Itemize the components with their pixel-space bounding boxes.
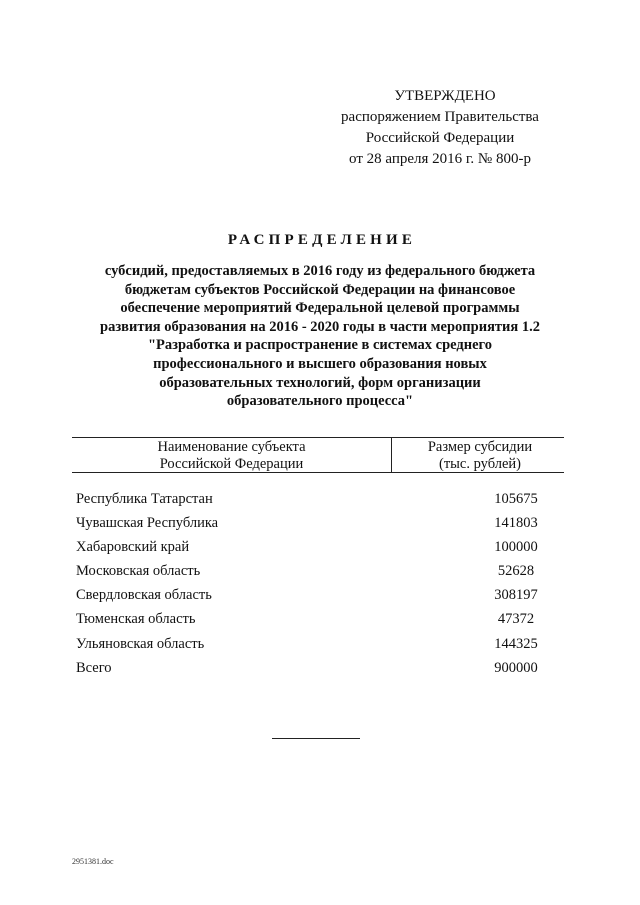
- subtitle-line: обеспечение мероприятий Федеральной целевой программы: [120, 300, 520, 317]
- column-header-region-line-2: Российской Федерации: [159, 456, 304, 472]
- subsidy-amount: 105675: [494, 491, 538, 507]
- closing-rule: [272, 738, 360, 739]
- region-name: Московская область: [76, 563, 201, 580]
- table-row: [76, 514, 576, 538]
- column-header-amount-line-1: Размер субсидии: [427, 439, 533, 455]
- column-header-amount: [392, 439, 568, 473]
- subsidy-amount: 52628: [497, 563, 535, 580]
- column-header-region-line-1: Наименование субъекта: [157, 439, 306, 455]
- region-name: Хабаровский край: [76, 539, 190, 556]
- subsidy-amount: 100000: [494, 539, 538, 556]
- region-name: Ульяновская область: [76, 635, 205, 652]
- table-row-total: [76, 659, 576, 683]
- table-row: [76, 610, 576, 634]
- subsidy-amount: 144325: [494, 635, 538, 652]
- region-name: Республика Татарстан: [76, 491, 213, 507]
- document-title: РАСПРЕДЕЛЕНИЕ: [227, 232, 417, 248]
- table-row: [76, 490, 576, 514]
- table-row: [76, 586, 576, 610]
- approval-line-2: распоряжением Правительства: [341, 109, 539, 125]
- column-header-amount-line-2: (тыс. рублей): [439, 456, 521, 472]
- approval-line-3: Российской Федерации: [365, 130, 515, 146]
- table-top-rule: [72, 437, 564, 438]
- region-name: Свердловская область: [76, 587, 212, 604]
- subtitle-line: субсидий, предоставляемых в 2016 году из федерального бюджета: [104, 263, 536, 279]
- subtitle-line: развития образования на 2016 - 2020 годы в части мероприятия 1.2: [100, 318, 540, 335]
- column-header-region: [72, 439, 391, 473]
- approval-block: [330, 86, 550, 170]
- subtitle-line: образовательного процесса": [226, 393, 414, 410]
- region-name: Тюменская область: [76, 611, 196, 628]
- subsidy-amount: 47372: [497, 611, 535, 628]
- table-row: [76, 635, 576, 659]
- subtitle-line: бюджетам субъектов Российской Федерации на финансовое: [124, 281, 516, 298]
- table-row: [76, 538, 576, 562]
- total-amount: 900000: [494, 659, 538, 676]
- subtitle-line: "Разработка и распространение в системах среднего: [147, 337, 493, 354]
- subsidy-amount: 141803: [494, 515, 538, 532]
- approval-line-4: от 28 апреля 2016 г. № 800-р: [349, 151, 531, 167]
- total-label: Всего: [76, 659, 112, 676]
- table-row: [76, 562, 576, 586]
- region-name: Чувашская Республика: [76, 515, 219, 532]
- document-subtitle: [70, 262, 570, 411]
- subtitle-line: профессионального и высшего образования новых: [153, 355, 487, 372]
- footer-filename: 2951381.doc: [72, 857, 114, 866]
- table-body: [76, 490, 576, 683]
- subsidy-amount: 308197: [494, 587, 538, 604]
- approval-label: УТВЕРЖДЕНО: [394, 88, 496, 104]
- subtitle-line: образовательных технологий, форм организации: [159, 374, 481, 391]
